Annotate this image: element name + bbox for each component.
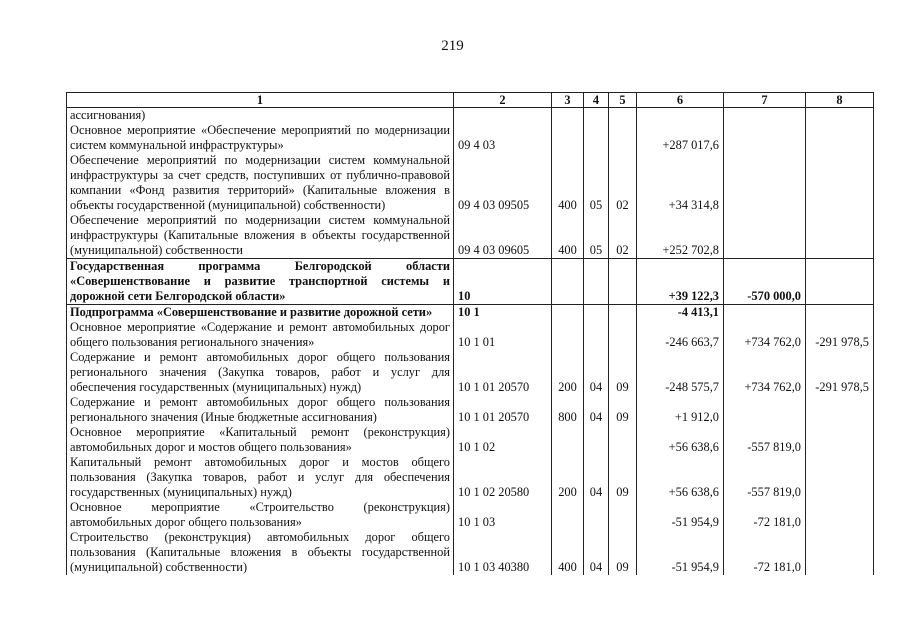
column-header-2: 2 [454, 93, 552, 108]
page-number: 219 [441, 38, 464, 54]
row-code: 09 4 03 09505 [454, 153, 552, 213]
column-header-7: 7 [724, 93, 806, 108]
table-row [67, 305, 874, 321]
row-amount-col6: -51 954,9 [637, 530, 724, 575]
row-code [454, 108, 552, 124]
table-row [67, 350, 874, 395]
row-amount-col7: -557 819,0 [724, 455, 806, 500]
row-subsection: 02 [609, 153, 637, 213]
row-description: Основное мероприятие «Обеспечение мероприятий по модернизации систем коммунальной инфраструктуры» [67, 123, 454, 153]
row-subsection [609, 320, 637, 350]
table-row [67, 123, 874, 153]
row-amount-col8 [806, 395, 874, 425]
row-subsection: 09 [609, 455, 637, 500]
row-amount-col6: +56 638,6 [637, 425, 724, 455]
table-row [67, 530, 874, 575]
row-amount-col8 [806, 305, 874, 321]
row-amount-col8 [806, 108, 874, 124]
table-row [67, 153, 874, 213]
row-subsection: 09 [609, 530, 637, 575]
row-amount-col8: -291 978,5 [806, 320, 874, 350]
row-amount-col7: -72 181,0 [724, 500, 806, 530]
row-amount-col8 [806, 213, 874, 259]
row-expense-type [552, 320, 584, 350]
row-section [584, 259, 609, 305]
row-description: Основное мероприятие «Строительство (реконструкция) автомобильных дорог общего пользования» [67, 500, 454, 530]
row-amount-col6: +252 702,8 [637, 213, 724, 259]
table-row [67, 455, 874, 500]
row-subsection: 09 [609, 350, 637, 395]
row-amount-col7 [724, 108, 806, 124]
row-amount-col7: -570 000,0 [724, 259, 806, 305]
row-amount-col8 [806, 455, 874, 500]
row-expense-type [552, 500, 584, 530]
row-amount-col6: +34 314,8 [637, 153, 724, 213]
row-amount-col6: +56 638,6 [637, 455, 724, 500]
row-section [584, 108, 609, 124]
row-section: 05 [584, 153, 609, 213]
row-section [584, 305, 609, 321]
row-expense-type: 200 [552, 455, 584, 500]
row-amount-col6: +1 912,0 [637, 395, 724, 425]
row-amount-col8 [806, 530, 874, 575]
row-section [584, 500, 609, 530]
table-row [67, 395, 874, 425]
row-code: 09 4 03 09605 [454, 213, 552, 259]
row-expense-type [552, 305, 584, 321]
row-code: 09 4 03 [454, 123, 552, 153]
row-section: 05 [584, 213, 609, 259]
row-amount-col8 [806, 500, 874, 530]
row-subsection [609, 305, 637, 321]
row-code: 10 1 01 20570 [454, 350, 552, 395]
row-amount-col6: -4 413,1 [637, 305, 724, 321]
row-expense-type: 800 [552, 395, 584, 425]
row-expense-type [552, 425, 584, 455]
row-section: 04 [584, 350, 609, 395]
row-amount-col6: +287 017,6 [637, 123, 724, 153]
row-subsection [609, 500, 637, 530]
table-row [67, 213, 874, 259]
row-subsection [609, 425, 637, 455]
table-row [67, 425, 874, 455]
row-code: 10 1 01 [454, 320, 552, 350]
table-row [67, 320, 874, 350]
row-amount-col8 [806, 425, 874, 455]
row-expense-type: 400 [552, 213, 584, 259]
row-subsection: 09 [609, 395, 637, 425]
row-description: Основное мероприятие «Капитальный ремонт (реконструкция) автомобильных дорог и мостов общего пользования» [67, 425, 454, 455]
row-expense-type: 400 [552, 153, 584, 213]
row-amount-col6 [637, 108, 724, 124]
row-amount-col7: +734 762,0 [724, 350, 806, 395]
row-description: Основное мероприятие «Содержание и ремонт автомобильных дорог общего пользования регионального значения» [67, 320, 454, 350]
row-code: 10 [454, 259, 552, 305]
column-header-3: 3 [552, 93, 584, 108]
row-code: 10 1 02 20580 [454, 455, 552, 500]
table-row [67, 259, 874, 305]
table-header [67, 93, 874, 108]
row-amount-col6: -246 663,7 [637, 320, 724, 350]
table-row [67, 500, 874, 530]
row-amount-col8 [806, 259, 874, 305]
row-amount-col7 [724, 213, 806, 259]
row-amount-col6: -51 954,9 [637, 500, 724, 530]
row-description: Подпрограмма «Совершенствование и развитие дорожной сети» [67, 305, 454, 321]
row-amount-col7: +734 762,0 [724, 320, 806, 350]
row-amount-col8: -291 978,5 [806, 350, 874, 395]
row-subsection [609, 123, 637, 153]
row-amount-col8 [806, 153, 874, 213]
row-section: 04 [584, 395, 609, 425]
row-description: Содержание и ремонт автомобильных дорог общего пользования регионального значения (Закупка товаров, работ и услуг для обеспечения государственных (муниципальных) нужд) [67, 350, 454, 395]
row-section [584, 123, 609, 153]
row-amount-col7 [724, 395, 806, 425]
row-amount-col7 [724, 123, 806, 153]
row-expense-type [552, 108, 584, 124]
row-amount-col7 [724, 153, 806, 213]
row-description: Строительство (реконструкция) автомобильных дорог общего пользования (Капитальные вложения в объекты государственной (муниципальной) собственности) [67, 530, 454, 575]
row-amount-col6: -248 575,7 [637, 350, 724, 395]
row-amount-col6: +39 122,3 [637, 259, 724, 305]
row-code: 10 1 [454, 305, 552, 321]
table-row [67, 108, 874, 124]
row-expense-type [552, 259, 584, 305]
row-subsection [609, 259, 637, 305]
column-header-8: 8 [806, 93, 874, 108]
row-amount-col8 [806, 123, 874, 153]
row-code: 10 1 02 [454, 425, 552, 455]
row-amount-col7: -72 181,0 [724, 530, 806, 575]
row-description: ассигнования) [67, 108, 454, 124]
row-description: Обеспечение мероприятий по модернизации систем коммунальной инфраструктуры (Капитальные вложения в объекты государственной (муниципальной) собственности [67, 213, 454, 259]
row-amount-col7: -557 819,0 [724, 425, 806, 455]
row-description: Содержание и ремонт автомобильных дорог общего пользования регионального значения (Иные бюджетные ассигнования) [67, 395, 454, 425]
column-header-5: 5 [609, 93, 637, 108]
table-body [67, 108, 874, 576]
row-expense-type: 400 [552, 530, 584, 575]
row-description: Капитальный ремонт автомобильных дорог и мостов общего пользования (Закупка товаров, работ и услуг для обеспечения государственных (муниципальных) нужд) [67, 455, 454, 500]
budget-table [66, 92, 874, 575]
row-description: Обеспечение мероприятий по модернизации систем коммунальной инфраструктуры за счет средств, поступивших от публично-правовой компании «Фонд развития территорий» (Капитальные вложения в объекты государственной (муниципальной) собственности) [67, 153, 454, 213]
row-section [584, 425, 609, 455]
row-section [584, 320, 609, 350]
row-description: Государственная программа Белгородской области «Совершенствование и развитие транспортной системы и дорожной сети Белгородской области» [67, 259, 454, 305]
row-expense-type: 200 [552, 350, 584, 395]
row-code: 10 1 01 20570 [454, 395, 552, 425]
row-subsection [609, 108, 637, 124]
row-code: 10 1 03 40380 [454, 530, 552, 575]
column-header-1: 1 [67, 93, 454, 108]
column-header-6: 6 [637, 93, 724, 108]
column-header-4: 4 [584, 93, 609, 108]
row-subsection: 02 [609, 213, 637, 259]
row-code: 10 1 03 [454, 500, 552, 530]
row-expense-type [552, 123, 584, 153]
row-amount-col7 [724, 305, 806, 321]
row-section: 04 [584, 530, 609, 575]
row-section: 04 [584, 455, 609, 500]
